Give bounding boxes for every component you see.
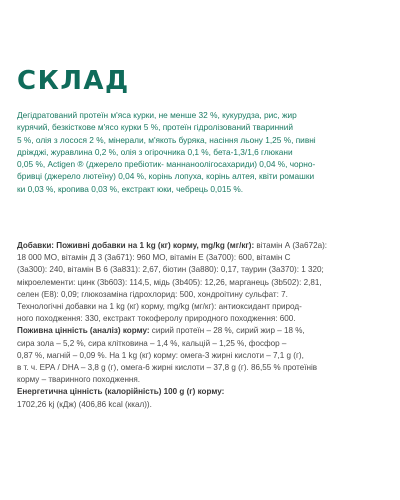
additives-line: Технологічні добавки на 1 kg (кг) корму, mg/kg (мг/кг): антиоксидант природ- (17, 302, 302, 312)
analysis-line: 0,87 %, магній – 0,09 %. На 1 kg (кг) корму: омега-3 жирні кислоти – 7,1 g (г), (17, 350, 304, 360)
analysis-line: корму – тваринного походження. (17, 375, 141, 385)
composition-line: ки 0,03 %, кропива 0,03 %, екстракт юки, чебрець 0,015 %. (17, 183, 244, 194)
additives-line: селен (Е8): 0,09; глюкозаміна гідрохлорид: 500, хондроітину сульфат: 7. (17, 289, 288, 299)
composition-line: бривці (джерело лютеїну) 0,04 %, корінь лопуха, корінь алтея, квіти ромашки (17, 171, 315, 182)
additives-line: ного походження: 330, екстракт токоферолу природного походження: 600. (17, 314, 296, 324)
analysis-line: сирий протеїн – 28 %, сирий жир – 18 %, (149, 326, 305, 336)
additives-text (17, 240, 393, 411)
composition-line: Дегідратований протеїн м'яса курки, не менше 32 %, кукурудза, рис, жир (17, 110, 297, 120)
additives-heading: Добавки: Поживні добавки на 1 kg (кг) корму, mg/kg (мг/кг): (17, 241, 255, 250)
composition-line: 5 %, олія з лосося 2 %, мінерали, м'якоть буряка, насіння льону 1,25 %, пивні (17, 134, 316, 145)
analysis-heading: Поживна цінність (аналіз) корму: (17, 326, 150, 336)
composition-text (17, 109, 393, 195)
additives-line: вітамін А (3a672a): (254, 241, 328, 250)
composition-line: дріжджі, журавлина 0,2 %, олія з огірочника 0,1 %, бета-1,3/1,6 глюкани (17, 146, 293, 157)
additives-line: (3a300): 240, вітамін В 6 (3a831): 2,67, біотин (3a880): 0,17, таурин (3a370): 1 320; (17, 265, 324, 275)
additives-line: 18 000 МО, вітамін Д 3 (3a671): 960 МО, вітамін Е (3a700): 600, вітамін С (17, 253, 291, 263)
energy-value: 1702,26 kj (кДж) (406,86 kcal (ккал)). (17, 399, 152, 409)
composition-line: курячий, безкісткове м'ясо курки 5 %, протеїн гідролізований тваринний (17, 122, 294, 133)
composition-line: 0,05 %, Actigen ® (джерело пребіотик- маннаноолігосахариди) 0,04 %, чорно- (17, 159, 316, 170)
additives-line: мікроелементи: цинк (3b603): 114,5, мідь (3b405): 12,26, марганець (3b502): 2,81, (17, 277, 322, 287)
energy-heading: Енергетична цінність (калорійність) 100 g (г) корму: (17, 387, 225, 397)
analysis-line: сира зола – 5,2 %, сира клітковина – 1,4 %, кальцій – 1,25 %, фосфор – (17, 338, 287, 348)
analysis-line: в т. ч. ЕРА / DHA – 3,8 g (г), омега-6 жирні кислоти – 37,8 g (г). 86,55 % протеїнів (17, 363, 318, 373)
page-title: СКЛАД (17, 66, 130, 96)
